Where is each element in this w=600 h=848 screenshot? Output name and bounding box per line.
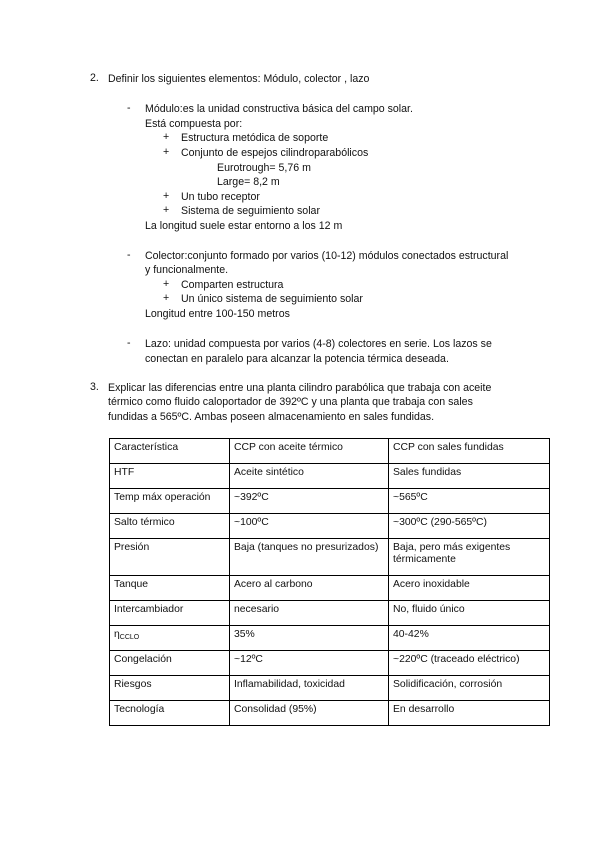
table-row	[110, 701, 550, 726]
table-cell: HTF	[110, 464, 230, 489]
table-cell: Acero inoxidable	[389, 576, 550, 601]
colector-item-1: Comparten estructura	[181, 279, 284, 291]
table-header-row	[110, 439, 550, 464]
lazo-dash: -	[127, 337, 131, 349]
eta-subscript: CCLO	[119, 634, 140, 641]
table-row	[110, 626, 550, 651]
table-cell: Riesgos	[110, 676, 230, 701]
table-header-cell: CCP con sales fundidas	[389, 439, 550, 464]
table-row	[110, 539, 550, 576]
table-row	[110, 676, 550, 701]
modulo-item-4: Sistema de seguimiento solar	[181, 205, 320, 217]
modulo-closing: La longitud suele estar entorno a los 12 m	[145, 220, 343, 232]
table-row	[110, 464, 550, 489]
table-cell: Presión	[110, 539, 230, 576]
plus-bullet: +	[163, 292, 170, 304]
table-cell: Sales fundidas	[389, 464, 550, 489]
colector-item-2: Un único sistema de seguimiento solar	[181, 293, 363, 305]
table-cell-eta	[110, 626, 230, 651]
table-header-cell: Característica	[110, 439, 230, 464]
table-cell: Tanque	[110, 576, 230, 601]
lazo-line1: Lazo: unidad compuesta por varios (4-8) colectores en serie. Los lazos se	[145, 338, 492, 350]
plus-bullet: +	[163, 131, 170, 143]
lazo-line2: conectan en paralelo para alcanzar la potencia térmica deseada.	[145, 353, 449, 365]
modulo-line2: Está compuesta por:	[145, 118, 243, 130]
colector-dash: -	[127, 249, 131, 261]
q3-number: 3.	[90, 381, 99, 393]
modulo-sub-eurotrough: Eurotrough= 5,76 m	[217, 162, 311, 174]
table-cell: 35%	[230, 626, 389, 651]
table-cell: Baja (tanques no presurizados)	[230, 539, 389, 576]
table-cell: Intercambiador	[110, 601, 230, 626]
table-cell: 40-42%	[389, 626, 550, 651]
modulo-item-3: Un tubo receptor	[181, 191, 260, 203]
table-cell: ~392ºC	[230, 489, 389, 514]
table-cell: ~12ºC	[230, 651, 389, 676]
q3-line1: Explicar las diferencias entre una planta cilindro parabólica que trabaja con aceite	[108, 382, 492, 394]
table-cell: ~220ºC (traceado eléctrico)	[389, 651, 550, 676]
q2-title: Definir los siguientes elementos: Módulo, colector , lazo	[108, 73, 370, 85]
table-cell: Tecnología	[110, 701, 230, 726]
modulo-dash: -	[127, 102, 131, 114]
table-cell: necesario	[230, 601, 389, 626]
table-cell: Aceite sintético	[230, 464, 389, 489]
plus-bullet: +	[163, 278, 170, 290]
modulo-item-2: Conjunto de espejos cilindroparabólicos	[181, 147, 369, 159]
table-row	[110, 601, 550, 626]
table-cell: ~300ºC (290-565ºC)	[389, 514, 550, 539]
eta-symbol: η	[114, 629, 120, 640]
table-row	[110, 489, 550, 514]
modulo-line1: Módulo:es la unidad constructiva básica del campo solar.	[145, 103, 413, 115]
table-row	[110, 514, 550, 539]
colector-closing: Longitud entre 100-150 metros	[145, 308, 290, 320]
table-cell: Salto térmico	[110, 514, 230, 539]
table-cell: Solidificación, corrosión	[389, 676, 550, 701]
q3-line3: fundidas a 565ºC. Ambas poseen almacenamiento en sales fundidas.	[108, 411, 435, 423]
table-cell: Temp máx operación	[110, 489, 230, 514]
q3-line2: térmico como fluido caloportador de 392ºC y una planta que trabaja con sales	[108, 396, 473, 408]
table-cell: Baja, pero más exigentes térmicamente	[389, 539, 550, 576]
table-row	[110, 651, 550, 676]
table-cell: ~100ºC	[230, 514, 389, 539]
table-cell: Acero al carbono	[230, 576, 389, 601]
table-cell: Congelación	[110, 651, 230, 676]
table-cell: No, fluido único	[389, 601, 550, 626]
plus-bullet: +	[163, 146, 170, 158]
comparison-table	[109, 438, 550, 726]
table-row	[110, 576, 550, 601]
modulo-sub-large: Large= 8,2 m	[217, 176, 280, 188]
table-cell: En desarrollo	[389, 701, 550, 726]
colector-line1: Colector:conjunto formado por varios (10-12) módulos conectados estructural	[145, 250, 509, 262]
table-header-cell: CCP con aceite térmico	[230, 439, 389, 464]
table-cell: Inflamabilidad, toxicidad	[230, 676, 389, 701]
modulo-item-1: Estructura metódica de soporte	[181, 132, 329, 144]
plus-bullet: +	[163, 204, 170, 216]
plus-bullet: +	[163, 190, 170, 202]
table-cell: ~565ºC	[389, 489, 550, 514]
table-cell: Consolidad (95%)	[230, 701, 389, 726]
q2-number: 2.	[90, 72, 99, 84]
colector-line2: y funcionalmente.	[145, 264, 229, 276]
